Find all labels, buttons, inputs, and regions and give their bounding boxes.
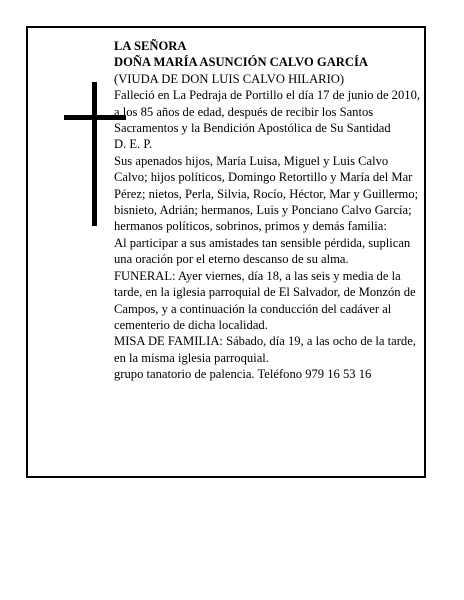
funeral-paragraph: FUNERAL: Ayer viernes, día 18, a las seis y media de la tarde, en la iglesia parroquial de El Salvador, de Monzón de Campos, y a continuación la conducción del cadáver al cementerio de dicha localidad.	[114, 268, 416, 332]
notice-text	[114, 38, 422, 383]
mass-paragraph: MISA DE FAMILIA: Sábado, día 19, a las ocho de la tarde, en la misma iglesia parroquial.	[114, 334, 416, 365]
family-paragraph: Sus apenados hijos, María Luisa, Miguel y Luis Calvo Calvo; hijos políticos, Domingo Retortillo y María del Mar Pérez; nietos, Perla, Silvia, Rocío, Héctor, Mar y Guillermo; bisnieto, Adrián; hermanos, Luis y Ponciano Calvo García; hermanos políticos, sobrinos, primos y demás familia:	[114, 153, 419, 234]
cross-vertical-bar	[92, 82, 97, 226]
funeral-home-footer: grupo tanatorio de palencia. Teléfono 979 16 53 16	[114, 367, 372, 382]
deceased-name: DOÑA MARÍA ASUNCIÓN CALVO GARCÍA	[114, 55, 368, 70]
rip-line: D. E. P.	[114, 137, 153, 152]
notice-heading: LA SEÑORA	[114, 39, 187, 53]
request-paragraph: Al participar a sus amistades tan sensible pérdida, suplican una oración por el eterno descanso de su alma.	[114, 235, 411, 267]
death-paragraph: Falleció en La Pedraja de Portillo el día 17 de junio de 2010, a los 85 años de edad, después de recibir los Santos Sacramentos y la Bendición Apostólica de Su Santidad	[114, 88, 421, 136]
widow-of-line: (VIUDA DE DON LUIS CALVO HILARIO)	[114, 71, 345, 86]
